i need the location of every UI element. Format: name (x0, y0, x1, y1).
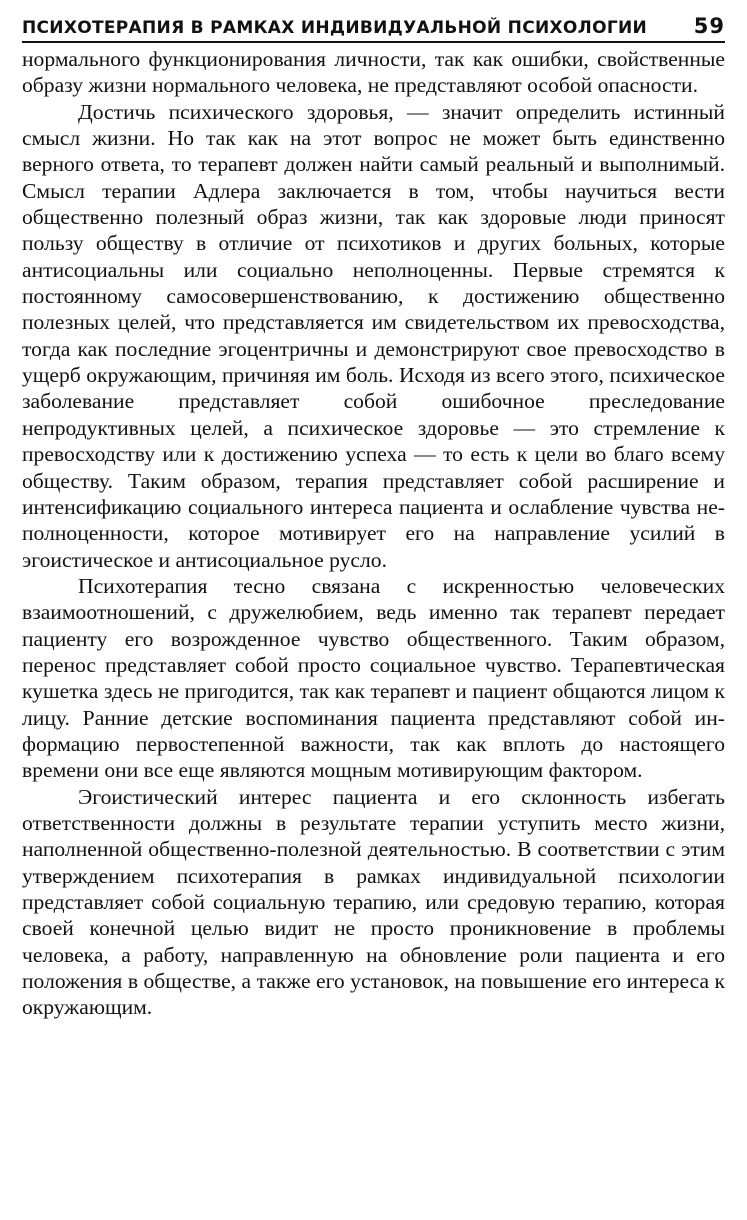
running-title: ПСИХОТЕРАПИЯ В РАМКАХ ИНДИВИДУАЛЬНОЙ ПСИХОЛОГИИ (22, 18, 648, 38)
paragraph: Эгоистический интерес пациента и его склонность избегать ответственности должны в результате терапии уступить место жизни, наполненной общественно-полезной деятельностью. В соответствии с этим утверждением психотерапия в рамках индивидуальной психологии представляет собой социальную терапию, или средовую терапию, которая своей конечной целью видит не просто проникновение в проблемы человека, а работу, направленную на обновление роли пациента и его положения в обществе, а также его установок, на повышение его интереса к окружающим. (22, 784, 725, 1020)
paragraph-continuation: нормального функционирования личности, так как ошибки, свойственные образу жизни нормального человека, не представляют особой опасности. (22, 47, 725, 98)
body-text (22, 46, 725, 1021)
paragraph: Психотерапия тесно связана с искренностью человеческих взаимоотношений, с дружелюбием, ведь именно так терапевт передает пациенту его возрожденное чувство общественного. Таким образом, перенос представляет собой просто социальное чувство. Терапевтическая кушетка здесь не пригодится, так как терапевт и пациент общаются лицом к лицу. Ранние детские воспоминания пациента представляют собой информацию первостепенной важности, так как вплоть до настоящего времени они все еще являются мощным мотивирующим фактором. (22, 573, 725, 783)
running-header (22, 8, 725, 43)
paragraph: Достичь психического здоровья, — значит определить истинный смысл жизни. Но так как на этот вопрос не может быть единственно верного ответа, то терапевт должен найти самый реальный и выполнимый. Смысл терапии Адлера заключается в том, чтобы научиться вести общественно полезный образ жизни, так как здоровые люди приносят пользу обществу в отличие от психотиков и других больных, которые антисоциальны или социально неполноценны. Первые стремятся к постоянному самосовершенствованию, к достижению общественно полезных целей, что представляется им свидетельством их превосходства, тогда как последние эгоцентричны и демонстрируют свое превосходство в ущерб окружающим, причиняя им боль. Исходя из всего этого, психическое заболевание представляет собой ошибочное преследование непродуктивных целей, а психическое здоровье — это стремление к превосходству или к достижению успеха — то есть к цели во благо всему обществу. Таким образом, терапия представляет собой расширение и интенсификацию социального интереса пациента и ослабление чувства неполноценности, которое мотивирует его на направление усилий в эгоистическое и антисоциальное русло. (22, 99, 725, 572)
page-number: 59 (693, 14, 725, 38)
